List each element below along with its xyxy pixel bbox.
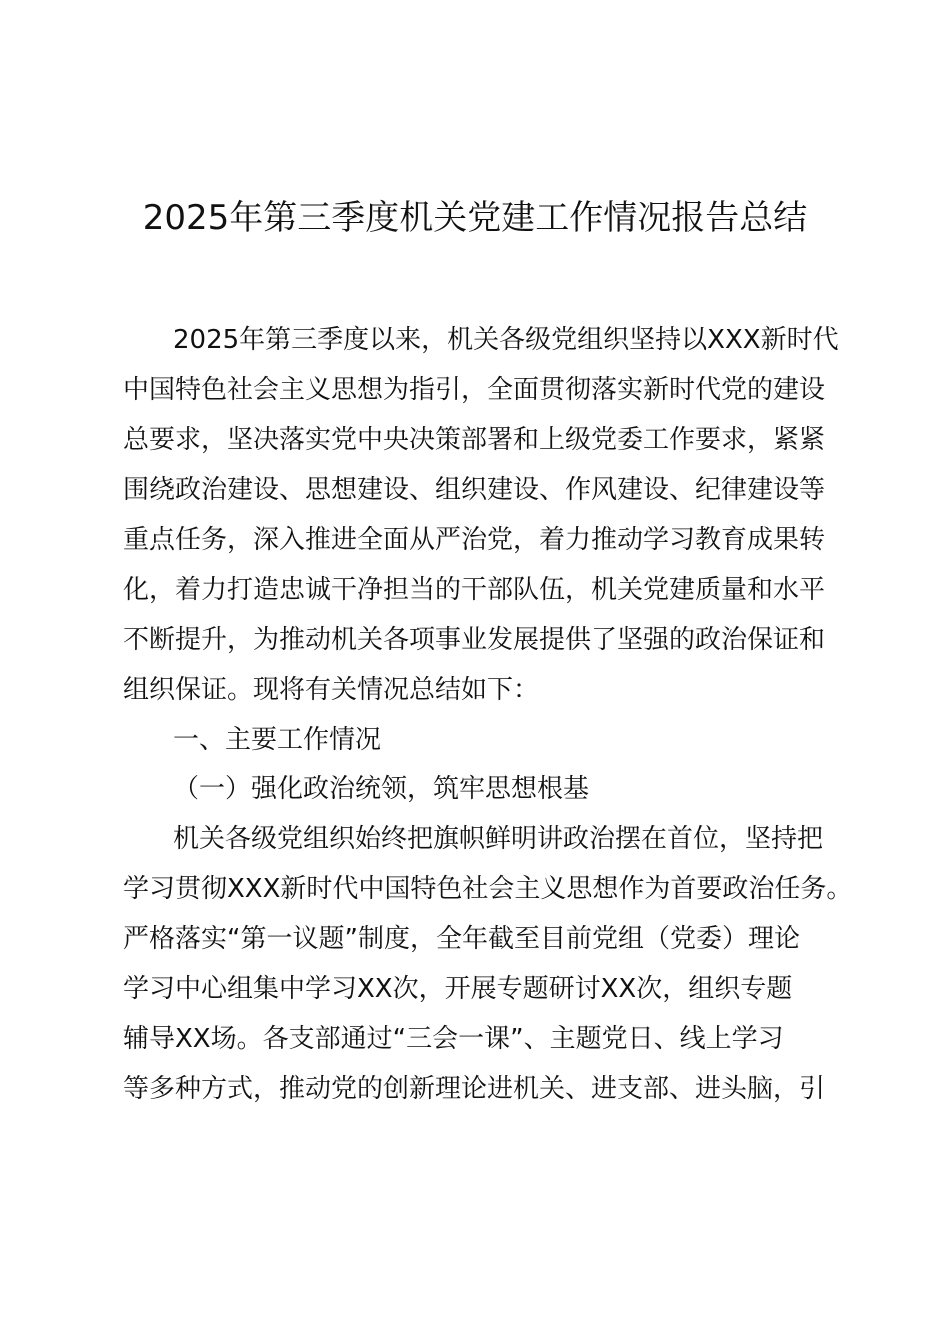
body-line-2: 学习贯彻XXX新时代中国特色社会主义思想作为首要政治任务。 xyxy=(123,874,853,904)
body-line-4: 学习中心组集中学习XX次，开展专题研讨XX次，组织专题 xyxy=(123,974,793,1004)
section-heading: 一、主要工作情况 xyxy=(173,725,382,755)
body-line-6: 等多种方式，推动党的创新理论进机关、进支部、进头脑，引 xyxy=(123,1074,826,1104)
body-line-1: 机关各级党组织始终把旗帜鲜明讲政治摆在首位，坚持把 xyxy=(173,824,824,854)
intro-line-6: 化，着力打造忠诚干净担当的干部队伍，机关党建质量和水平 xyxy=(123,575,826,605)
body-line-5: 辅导XX场。各支部通过“三会一课”、主题党日、线上学习 xyxy=(123,1024,784,1054)
intro-line-7: 不断提升，为推动机关各项事业发展提供了坚强的政治保证和 xyxy=(123,625,826,655)
intro-line-5: 重点任务，深入推进全面从严治党，着力推动学习教育成果转 xyxy=(123,525,826,555)
intro-line-3: 总要求，坚决落实党中央决策部署和上级党委工作要求，紧紧 xyxy=(123,425,826,455)
body-line-3: 严格落实“第一议题”制度，全年截至目前党组（党委）理论 xyxy=(123,924,800,954)
intro-line-8: 组织保证。现将有关情况总结如下： xyxy=(123,675,540,705)
intro-line-2: 中国特色社会主义思想为指引，全面贯彻落实新时代党的建设 xyxy=(123,375,826,405)
subsection-heading: （一）强化政治统领，筑牢思想根基 xyxy=(173,774,590,804)
intro-line-1: 2025年第三季度以来，机关各级党组织坚持以XXX新时代 xyxy=(173,325,839,355)
intro-line-4: 围绕政治建设、思想建设、组织建设、作风建设、纪律建设等 xyxy=(123,475,826,505)
document-title: 2025年第三季度机关党建工作情况报告总结 xyxy=(142,198,808,238)
